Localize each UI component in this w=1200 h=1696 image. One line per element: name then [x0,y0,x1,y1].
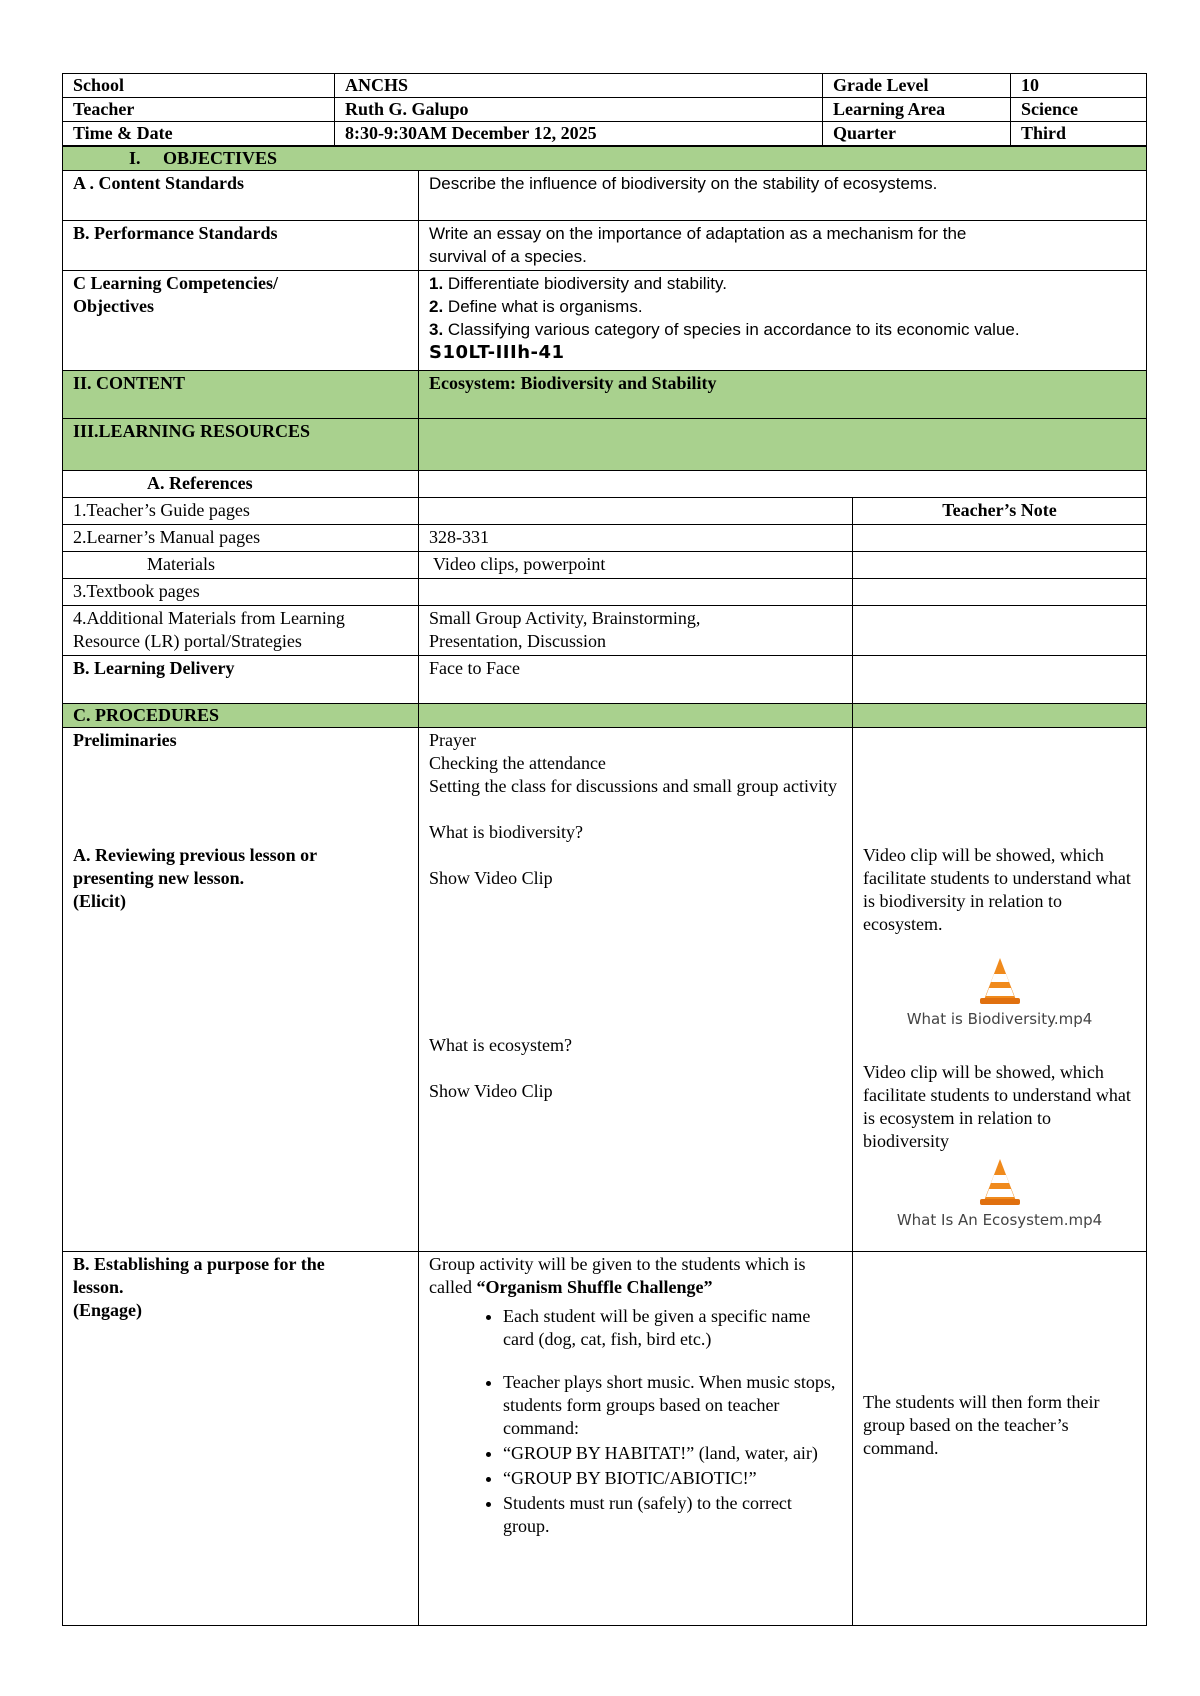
preliminaries-review-note [853,728,1147,1252]
activity-bullet: • Each student will be given a specific name card (dog, cat, fish, bird etc.) [503,1305,842,1351]
learning-delivery-note [853,656,1147,704]
header-row-school [63,74,1147,98]
teachers-guide-label: 1.Teacher’s Guide pages [63,498,419,525]
objectives-heading [63,147,1147,171]
school-value: ANCHS [335,74,823,98]
additional-materials-value-line: Small Group Activity, Brainstorming, [429,608,701,628]
lesson-plan-table [62,146,1147,1626]
preliminary-item: Prayer [429,730,476,750]
procedures-label: C. PROCEDURES [63,704,419,728]
quarter-value: Third [1011,122,1147,146]
preliminaries-label: Preliminaries [73,730,177,750]
establishing-purpose-row [63,1252,1147,1626]
header-row-teacher [63,98,1147,122]
vlc-cone-icon [978,1157,1022,1207]
textbook-label: 3.Textbook pages [63,579,419,606]
objectives-heading-text: OBJECTIVES [163,148,278,168]
learning-delivery-label: B. Learning Delivery [63,656,419,704]
preliminary-item: Setting the class for discussions and small group activity [429,776,837,796]
header-table [62,73,1147,146]
competencies-label: C Learning Competencies/ Objectives [63,271,419,371]
competency-code: S10LT-IIIh-41 [429,342,565,363]
materials-label: Materials [63,552,419,579]
show-video-clip-1: Show Video Clip [429,868,553,888]
learning-delivery-value: Face to Face [419,656,853,704]
school-label: School [63,74,335,98]
additional-materials-value-line: Presentation, Discussion [429,631,606,651]
competency-item: 3. Classifying various category of species in accordance to its economic value. [429,320,1020,339]
activity-bullet: • Students must run (safely) to the correct group. [503,1492,842,1538]
show-video-clip-2: Show Video Clip [429,1081,553,1101]
question-biodiversity: What is biodiversity? [429,822,583,842]
learners-manual-value: 328-331 [419,525,853,552]
objectives-heading-num: I. [129,148,141,168]
learners-manual-row [63,525,1147,552]
video-filename-2: What Is An Ecosystem.mp4 [896,1211,1103,1229]
note-video-2: Video clip will be showed, which facilitate students to understand what is ecosystem in relation to biodiversity [863,1062,1131,1151]
textbook-value [419,579,853,606]
video-attachment-1[interactable] [863,956,1136,1031]
video-filename-1: What is Biodiversity.mp4 [906,1010,1093,1028]
additional-materials-value [419,606,853,656]
content-standards-row [63,171,1147,221]
grade-value: 10 [1011,74,1147,98]
preliminaries-review-content [419,728,853,1252]
teachers-note-heading: Teacher’s Note [853,498,1147,525]
note-group: The students will then form their group based on the teacher’s command. [863,1392,1100,1458]
references-row [63,471,1147,498]
learning-resources-label: III.LEARNING RESOURCES [63,419,419,471]
competency-item: 2. Define what is organisms. [429,297,643,316]
performance-standards-row [63,221,1147,271]
question-ecosystem: What is ecosystem? [429,1035,572,1055]
establishing-purpose-content [419,1252,853,1626]
area-label: Learning Area [823,98,1011,122]
teachers-guide-value [419,498,853,525]
preliminaries-review-row [63,728,1147,1252]
establishing-purpose-note [853,1252,1147,1626]
grade-label: Grade Level [823,74,1011,98]
establishing-purpose-label: B. Establishing a purpose for the lesson. (Engage) [63,1252,419,1626]
performance-standards-value: Write an essay on the importance of adaptation as a mechanism for the survival of a species. [419,221,1147,271]
preliminaries-review-label-cell [63,728,419,1252]
activity-bullet: • “GROUP BY BIOTIC/ABIOTIC!” [503,1467,842,1490]
learners-manual-label: 2.Learner’s Manual pages [63,525,419,552]
teachers-guide-row [63,498,1147,525]
materials-value: Video clips, powerpoint [419,552,853,579]
note-video-1: Video clip will be showed, which facilitate students to understand what is biodiversity in relation to ecosystem. [863,845,1131,934]
time-label: Time & Date [63,122,335,146]
additional-materials-label [63,606,419,656]
objectives-heading-row [63,147,1147,171]
activity-bullet-list [429,1305,842,1538]
materials-note [853,552,1147,579]
performance-standards-label: B. Performance Standards [63,221,419,271]
learning-delivery-row [63,656,1147,704]
review-label: A. Reviewing previous lesson or presenting new lesson. (Elicit) [73,845,318,911]
learning-resources-row [63,419,1147,471]
group-activity-name: “Organism Shuffle Challenge” [476,1277,713,1297]
content-value: Ecosystem: Biodiversity and Stability [419,371,1147,419]
textbook-row [63,579,1147,606]
content-row [63,371,1147,419]
preliminary-item: Checking the attendance [429,753,606,773]
additional-materials-row [63,606,1147,656]
content-standards-value: Describe the influence of biodiversity on the stability of ecosystems. [419,171,1147,221]
activity-bullet: • “GROUP BY HABITAT!” (land, water, air) [503,1442,842,1465]
competencies-value [419,271,1147,371]
activity-bullet: • Teacher plays short music. When music stops, students form groups based on teacher command: [503,1371,842,1440]
additional-materials-label-line: Resource (LR) portal/Strategies [73,631,302,651]
quarter-label: Quarter [823,122,1011,146]
competency-item: 1. Differentiate biodiversity and stability. [429,274,727,293]
vlc-cone-icon [978,956,1022,1006]
textbook-note [853,579,1147,606]
learners-manual-note [853,525,1147,552]
time-value: 8:30-9:30AM December 12, 2025 [335,122,823,146]
area-value: Science [1011,98,1147,122]
teacher-label: Teacher [63,98,335,122]
learning-resources-value [419,419,1147,471]
references-label: A. References [63,471,419,498]
materials-row [63,552,1147,579]
teacher-value: Ruth G. Galupo [335,98,823,122]
group-activity-intro: Group activity will be given to the students which is called “Organism Shuffle Challenge” [429,1254,806,1297]
video-attachment-2[interactable] [863,1157,1136,1232]
procedures-value [419,704,853,728]
additional-materials-note [853,606,1147,656]
procedures-note [853,704,1147,728]
procedures-heading-row [63,704,1147,728]
content-standards-label: A . Content Standards [63,171,419,221]
additional-materials-label-line: 4.Additional Materials from Learning [73,608,345,628]
references-value [419,471,1147,498]
competencies-row [63,271,1147,371]
header-row-time [63,122,1147,146]
content-label: II. CONTENT [63,371,419,419]
